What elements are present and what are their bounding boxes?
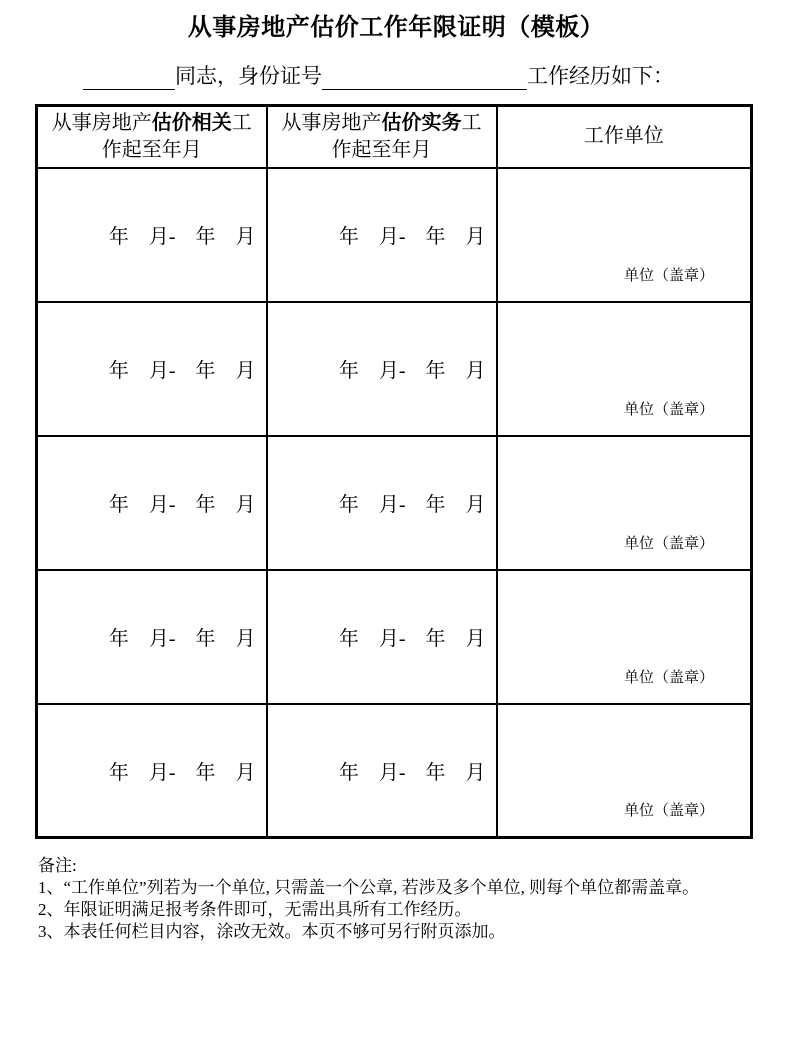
work-unit-cell (497, 302, 752, 436)
period-placeholder: 年 月- 年 月 (338, 360, 486, 382)
header-work-unit (497, 106, 752, 168)
period-placeholder: 年 月- 年 月 (108, 494, 256, 516)
header-appraisal-related-work (37, 106, 267, 168)
header-practice-text (276, 110, 488, 164)
related-period-cell (37, 168, 267, 302)
work-unit-cell (497, 570, 752, 704)
period-placeholder: 年 月- 年 月 (338, 226, 486, 248)
related-period-cell (37, 436, 267, 570)
header-practice-bold: 估价实务 (381, 111, 462, 134)
unit-seal-label: 单位（盖章） (623, 535, 714, 552)
notes-section (38, 855, 762, 943)
work-unit-cell (497, 168, 752, 302)
unit-seal-label: 单位（盖章） (623, 267, 714, 284)
period-placeholder: 年 月- 年 月 (338, 761, 486, 784)
note-item-2: 2、年限证明满足报考条件即可，无需出具所有工作经历。 (38, 900, 472, 919)
table-row (37, 302, 752, 436)
header-appraisal-practice-work (267, 106, 497, 168)
practice-period-cell (267, 302, 497, 436)
period-placeholder: 年 月- 年 月 (108, 360, 256, 382)
unit-seal-label: 单位（盖章） (623, 401, 714, 418)
practice-period-cell (267, 436, 497, 570)
table-row (37, 570, 752, 704)
header-practice-prefix: 从事房地产 (281, 111, 382, 134)
period-placeholder: 年 月- 年 月 (108, 226, 256, 248)
header-related-prefix: 从事房地产 (51, 111, 152, 134)
unit-seal-label: 单位（盖章） (623, 803, 714, 819)
intro-line (0, 62, 792, 90)
period-placeholder: 年 月- 年 月 (338, 628, 486, 650)
name-blank-field (83, 70, 175, 90)
related-period-cell (37, 570, 267, 704)
intro-comrade-label: 同志，身份证号 (175, 64, 322, 88)
intro-history-label: 工作经历如下： (527, 64, 674, 88)
header-related-text (46, 110, 258, 164)
header-related-bold: 估价相关 (151, 111, 232, 134)
table-header-row (37, 106, 752, 168)
table-row (37, 168, 752, 302)
work-unit-cell (497, 704, 752, 838)
table-row (37, 704, 752, 838)
page-title: 从事房地产估价工作年限证明（模板） (187, 15, 605, 41)
period-placeholder: 年 月- 年 月 (108, 628, 256, 650)
period-placeholder: 年 月- 年 月 (338, 494, 486, 516)
period-placeholder: 年 月- 年 月 (108, 761, 256, 784)
work-history-table (35, 104, 753, 839)
practice-period-cell (267, 704, 497, 838)
practice-period-cell (267, 168, 497, 302)
notes-heading: 备注: (38, 856, 77, 875)
note-item-1: 1、“工作单位”列若为一个单位, 只需盖一个公章, 若涉及多个单位, 则每个单位都需盖章。 (38, 878, 700, 897)
related-period-cell (37, 704, 267, 838)
practice-period-cell (267, 570, 497, 704)
table-row (37, 436, 752, 570)
header-practice-suffix: 工作起至年月 (331, 111, 482, 161)
note-item-3: 3、本表任何栏目内容，涂改无效。本页不够可另行附页添加。 (38, 922, 506, 941)
id-number-blank-field (322, 70, 527, 90)
header-unit-label: 工作单位 (583, 125, 664, 148)
related-period-cell (37, 302, 267, 436)
unit-seal-label: 单位（盖章） (623, 669, 714, 686)
header-related-suffix: 工作起至年月 (101, 111, 252, 161)
work-unit-cell (497, 436, 752, 570)
